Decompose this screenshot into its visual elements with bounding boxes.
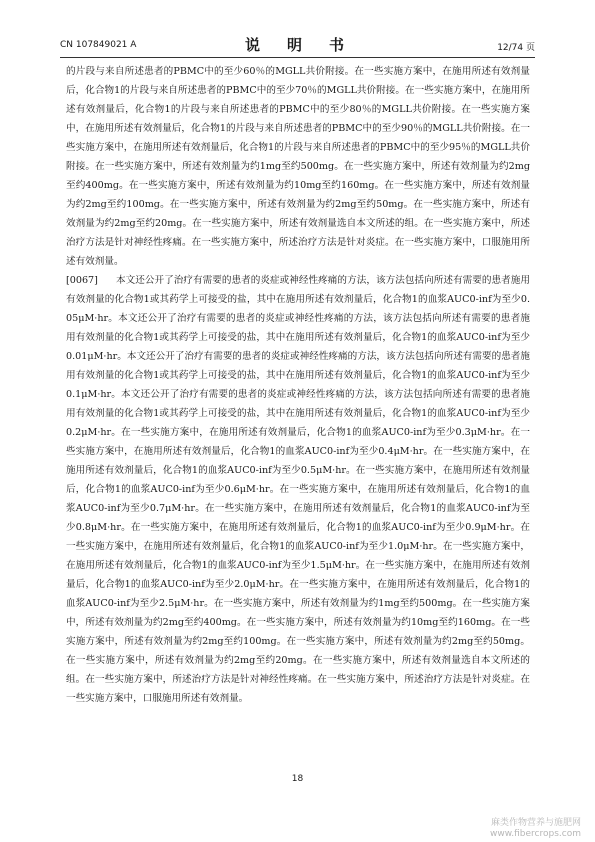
page-header	[60, 36, 535, 56]
document-body	[66, 62, 530, 708]
page-count: 12/74 页	[497, 43, 535, 53]
document-title: 说 明 书	[244, 36, 350, 54]
paragraph-number: [0067]	[66, 275, 98, 286]
paragraph-text: 本文还公开了治疗有需要的患者的炎症或神经性疼痛的方法，该方法包括向所述有需要的患者施用有效剂量的化合物1或其药学上可接受的盐，其中在施用所述有效剂量后，化合物1的血浆AUC0-inf为至少0.05μM·hr。本文还公开了治疗有需要的患者的炎症或神经性疼痛的方法，该方法包括向所述有需要的患者施用有效剂量的化合物1或其药学上可接受的盐，其中在施用所述有效剂量后，化合物1的血浆AUC0-inf为至少0.01μM·hr。本文还公开了治疗有需要的患者的炎症或神经性疼痛的方法，该方法包括向所述有需要的患者施用有效剂量的化合物1或其药学上可接受的盐，其中在施用所述有效剂量后，化合物1的血浆AUC0-inf为至少0.1μM·hr。本文还公开了治疗有需要的患者的炎症或神经性疼痛的方法，该方法包括向所述有需要的患者施用有效剂量的化合物1或其药学上可接受的盐，其中在施用所述有效剂量后，化合物1的血浆AUC0-inf为至少0.2μM·hr。在一些实施方案中，在施用所述有效剂量后，化合物1的血浆AUC0-inf为至少0.3μM·hr。在一些实施方案中，在施用所述有效剂量后，化合物1的血浆AUC0-inf为至少0.4μM·hr。在一些实施方案中，在施用所述有效剂量后，化合物1的血浆AUC0-inf为至少0.5μM·hr。在一些实施方案中，在施用所述有效剂量后，化合物1的血浆AUC0-inf为至少0.6μM·hr。在一些实施方案中，在施用所述有效剂量后，化合物1的血浆AUC0-inf为至少0.7μM·hr。在一些实施方案中，在施用所述有效剂量后，化合物1的血浆AUC0-inf为至少0.8μM·hr。在一些实施方案中，在施用所述有效剂量后，化合物1的血浆AUC0-inf为至少0.9μM·hr。在一些实施方案中，在施用所述有效剂量后，化合物1的血浆AUC0-inf为至少1.0μM·hr。在一些实施方案中，在施用所述有效剂量后，化合物1的血浆AUC0-inf为至少1.5μM·hr。在一些实施方案中，在施用所述有效剂量后，化合物1的血浆AUC0-inf为至少2.0μM·hr。在一些实施方案中，在施用所述有效剂量后，化合物1的血浆AUC0-inf为至少2.5μM·hr。在一些实施方案中，所述有效剂量为约1mg至约500mg。在一些实施方案中，所述有效剂量为约2mg至约400mg。在一些实施方案中，所述有效剂量为约10mg至约160mg。在一些实施方案中，所述有效剂量为约2mg至约100mg。在一些实施方案中，所述有效剂量为约2mg至约50mg。在一些实施方案中，所述有效剂量为约2mg至约20mg。在一些实施方案中，所述有效剂量选自本文所述的组。在一些实施方案中，所述治疗方法是针对神经性疼痛。在一些实施方案中，所述治疗方法是针对炎症。在一些实施方案中，口服施用所述有效剂量。	[66, 275, 530, 704]
watermark	[490, 818, 581, 840]
page-number: 18	[291, 774, 304, 784]
watermark-line-1: 麻类作物营养与施肥网	[490, 818, 581, 828]
paragraph-0067	[66, 271, 530, 708]
header-rule	[60, 57, 535, 58]
watermark-line-2: www.fibercrops.com	[490, 829, 581, 839]
paragraph-text: 的片段与来自所述患者的PBMC中的至少60％的MGLL共价附接。在一些实施方案中，在施用所述有效剂量后，化合物1的片段与来自所述患者的PBMC中的至少70％的MGLL共价附接。在一些实施方案中，在施用所述有效剂量后，化合物1的片段与来自所述患者的PBMC中的至少80％的MGLL共价附接。在一些实施方案中，在施用所述有效剂量后，化合物1的片段与来自所述患者的PBMC中的至少90％的MGLL共价附接。在一些实施方案中，在施用所述有效剂量后，化合物1的片段与来自所述患者的PBMC中的至少95％的MGLL共价附接。在一些实施方案中，所述有效剂量为约1mg至约500mg。在一些实施方案中，所述有效剂量为约2mg至约400mg。在一些实施方案中，所述有效剂量为约10mg至约160mg。在一些实施方案中，所述有效剂量为约2mg至约100mg。在一些实施方案中，所述有效剂量为约2mg至约50mg。在一些实施方案中，所述有效剂量为约2mg至约20mg。在一些实施方案中，所述有效剂量选自本文所述的组。在一些实施方案中，所述治疗方法是针对神经性疼痛。在一些实施方案中，所述治疗方法是针对炎症。在一些实施方案中，口服施用所述有效剂量。	[66, 66, 530, 267]
paragraph-continuation	[66, 62, 530, 271]
publication-number: CN 107849021 A	[60, 40, 137, 50]
